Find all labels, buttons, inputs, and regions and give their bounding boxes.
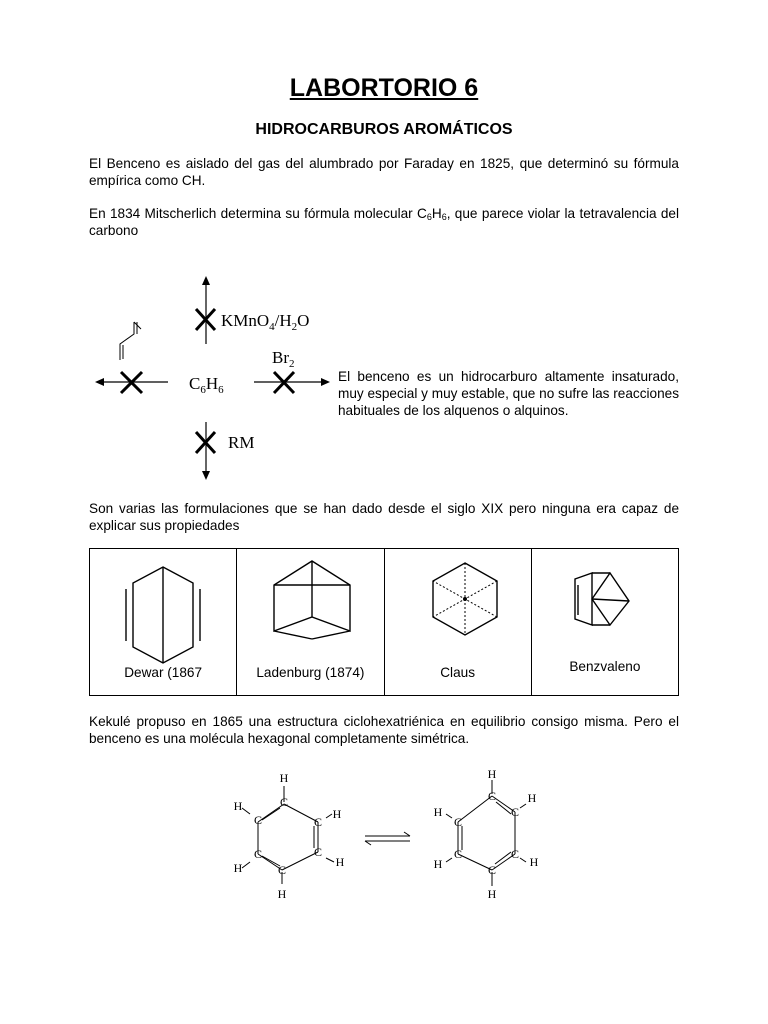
c-atom-label: C (253, 813, 263, 827)
kekule-structures (220, 766, 560, 906)
h-atom-label: H (487, 887, 497, 901)
c-atom-label: C (510, 847, 520, 861)
benzene-reaction-diagram (90, 272, 330, 487)
paragraph-formulations: Son varias las formulaciones que se han dado desde el siglo XIX pero ninguna era capaz de explicar sus propiedades (89, 501, 679, 533)
structure-label-benzvaleno: Benzvaleno (569, 659, 641, 674)
structure-ladenburg (237, 549, 384, 696)
c-atom-label: C (313, 845, 323, 859)
c-atom-label: C (253, 847, 263, 861)
h-atom-label: H (277, 887, 287, 901)
h-atom-label: H (433, 857, 443, 871)
paragraph-kekule: Kekulé propuso en 1865 una estructura ciclohexatriénica en equilibrio consigo misma. Pero el benceno es una molécula hexagonal completamente simétrica. (89, 714, 679, 746)
top-reagent: $KMnO_4/H_2O$ (221, 311, 310, 333)
h-atom-label: H (433, 805, 443, 819)
h-atom-label: H (529, 855, 539, 869)
h-atom-label: H (527, 791, 537, 805)
structure-benzvaleno (531, 549, 678, 696)
benzene-description: El benceno es un hidrocarburo altamente insaturado, muy especial y muy estable, que no sufre las reacciones habituales de los alquenos o alquinos. (338, 369, 679, 418)
c-atom-label: C (453, 815, 463, 829)
center-formula: $C_6H_6$ (189, 374, 224, 396)
structure-label-ladenburg: Ladenburg (1874) (256, 665, 365, 680)
structure-label-dewar: Dewar (1867 (124, 665, 203, 680)
structure-dewar (90, 549, 237, 696)
bottom-reagent: RM (228, 433, 255, 452)
structure-label-claus: Claus (440, 665, 475, 680)
c-atom-label: C (313, 815, 323, 829)
c-atom-label: C (453, 847, 463, 861)
historical-structures-table (89, 548, 679, 696)
page-title: LABORTORIO 6 (289, 74, 479, 102)
right-reagent: $Br_2$ (272, 348, 295, 370)
h-atom-label: H (233, 861, 243, 875)
h-atom-label: H (233, 799, 243, 813)
h-atom-label: H (332, 807, 342, 821)
benzvaleno-structure-drawing (532, 549, 679, 697)
structure-claus (384, 549, 531, 696)
c-atom-label: C (510, 805, 520, 819)
h-atom-label: H (487, 767, 497, 781)
c-atom-label: C (487, 789, 497, 803)
c-atom-label: C (487, 863, 497, 877)
c-atom-label: C (279, 795, 289, 809)
h-atom-label: H (335, 855, 345, 869)
c-atom-label: C (277, 863, 287, 877)
h-atom-label: H (279, 771, 289, 785)
page-subtitle: HIDROCARBUROS AROMÁTICOS (255, 121, 513, 138)
paragraph-faraday: El Benceno es aislado del gas del alumbrado por Faraday en 1825, que determinó su fórmula empírica como CH. (89, 156, 679, 188)
paragraph-mitscherlich: En 1834 Mitscherlich determina su fórmula molecular $C_6H_6$, que parece violar la tetravalencia del carbono (89, 206, 679, 238)
